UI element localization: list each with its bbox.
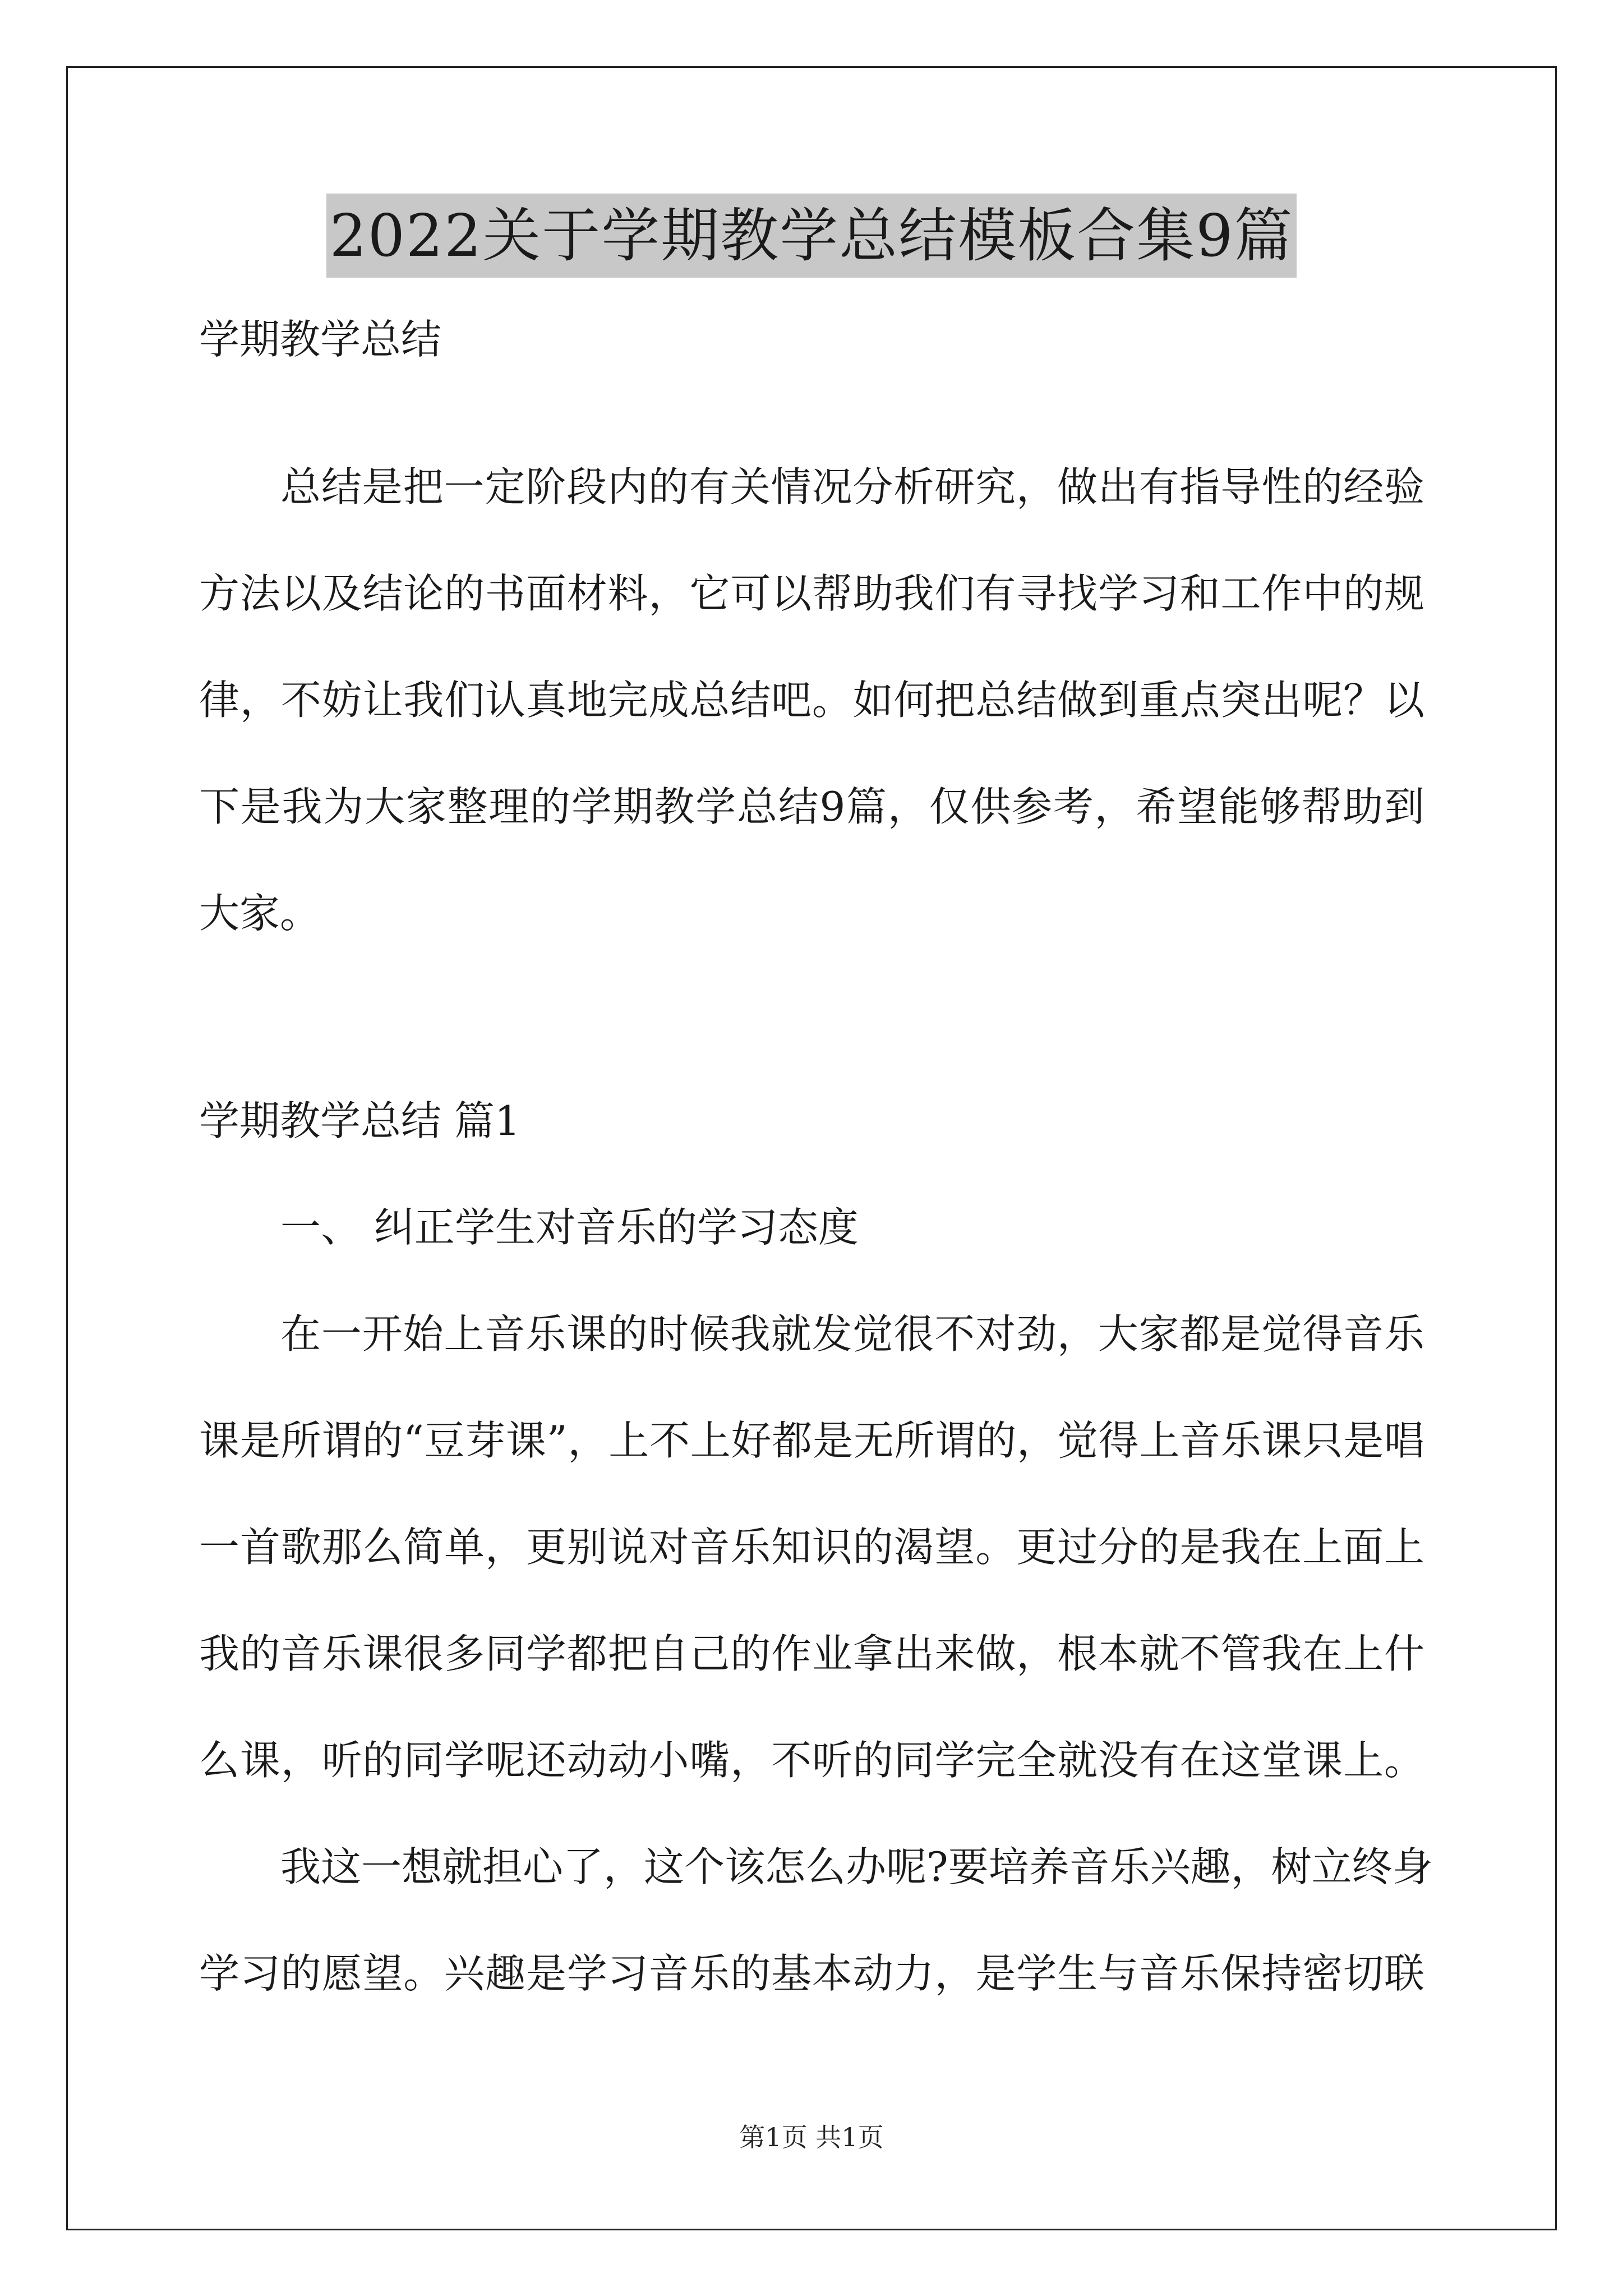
paragraph2-line-1: 我这一想就担心了，这个该怎么办呢?要培养音乐兴趣，树立终身 bbox=[280, 1843, 1433, 1890]
subheading: 一、 纠正学生对音乐的学习态度 bbox=[280, 1204, 859, 1251]
intro-line-5: 大家。 bbox=[199, 890, 321, 937]
paragraph1-line-4: 我的音乐课很多同学都把自己的作业拿出来做，根本就不管我在上什 bbox=[199, 1630, 1424, 1677]
paragraph2-line-2: 学习的愿望。兴趣是学习音乐的基本动力，是学生与音乐保持密切联 bbox=[199, 1950, 1424, 1997]
document-title: 2022关于学期教学总结模板合集9篇 bbox=[326, 194, 1297, 278]
intro-line-2: 方法以及结论的书面材料，它可以帮助我们有寻找学习和工作中的规 bbox=[199, 570, 1424, 617]
article-heading: 学期教学总结 篇1 bbox=[199, 1097, 520, 1144]
title-wrap bbox=[0, 194, 1623, 278]
paragraph1-line-5: 么课，听的同学呢还动动小嘴，不听的同学完全就没有在这堂课上。 bbox=[199, 1737, 1424, 1784]
intro-line-3: 律，不妨让我们认真地完成总结吧。如何把总结做到重点突出呢？以 bbox=[199, 677, 1424, 724]
paragraph1-line-2: 课是所谓的“豆芽课”，上不上好都是无所谓的，觉得上音乐课只是唱 bbox=[199, 1417, 1424, 1464]
page-footer: 第1页 共1页 bbox=[739, 2122, 884, 2152]
paragraph1-line-3: 一首歌那么简单，更别说对音乐知识的渴望。更过分的是我在上面上 bbox=[199, 1524, 1424, 1571]
intro-line-4: 下是我为大家整理的学期教学总结9篇，仅供参考，希望能够帮助到 bbox=[199, 783, 1424, 830]
paragraph1-line-1: 在一开始上音乐课的时候我就发觉很不对劲，大家都是觉得音乐 bbox=[280, 1310, 1424, 1358]
section-heading: 学期教学总结 bbox=[199, 316, 442, 363]
intro-line-1: 总结是把一定阶段内的有关情况分析研究，做出有指导性的经验 bbox=[280, 463, 1424, 510]
